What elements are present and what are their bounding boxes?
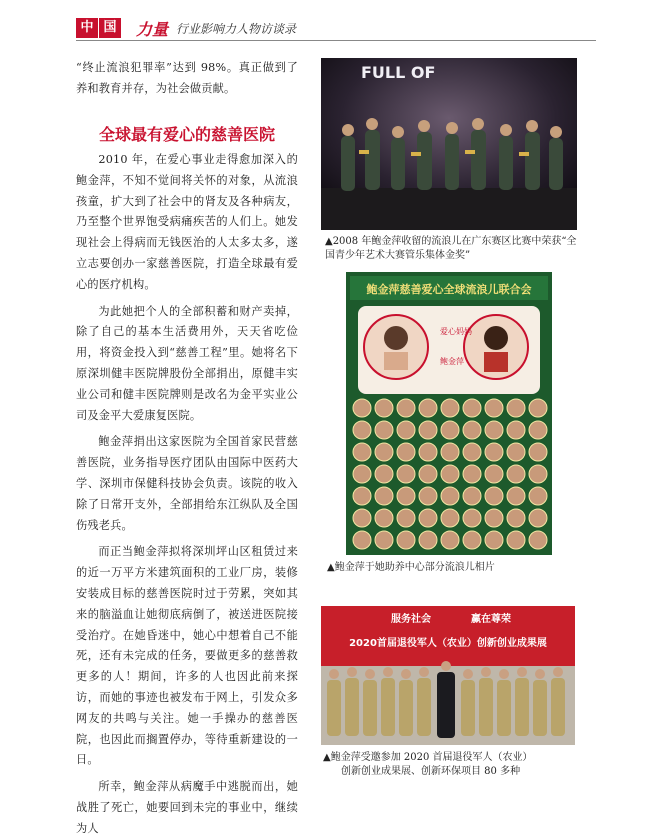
veterans-exhibition-image <box>321 606 575 745</box>
page-header <box>76 18 596 40</box>
caption-photo-3-line1: ▲鲍金萍受邀参加 2020 首届退役军人（农业） <box>323 752 533 763</box>
paragraph-5: 所幸，鲍金萍从病魔手中逃脱而出，她战胜了死亡，她要回到未完的事业中，继续为人 <box>76 780 298 835</box>
header-china-badge-2 <box>98 18 121 38</box>
header-china-badge <box>76 18 98 38</box>
band-performance-image <box>321 58 577 230</box>
banner-top-right: 赢在尊荣 <box>471 614 511 625</box>
children-poster-image <box>346 272 552 555</box>
caption-photo-2: ▲鲍金萍于她助养中心部分流浪儿相片 <box>327 562 495 573</box>
paragraph-0: “终止流浪犯罪率”达到 98%。真正做到了养和教育并存，为社会做贡献。 <box>76 61 298 95</box>
poster-title: 鲍金萍慈善爱心全球流浪儿联合会 <box>366 283 532 296</box>
children-photo-grid <box>353 399 547 549</box>
caption-photo-3 <box>323 751 579 779</box>
header-china-char1: 中 <box>80 20 94 35</box>
caption-photo-3-line2: 创新创业成果展、创新环保项目 80 多种 <box>341 766 521 777</box>
photo-veterans-exhibition <box>321 606 575 745</box>
section-title: 全球最有爱心的慈善医院 <box>98 125 275 144</box>
paragraph-1: 2010 年，在爱心事业走得愈加深入的鲍金萍，不知不觉间将关怀的对象，从流浪孩童，扩大到了社会中的肾友及各种病友，乃至整个世界饱受病痛疾苦的人们上。她发现社会上得病而无钱医治的人太多太多，遂立志要创办一家慈善医院，打造全球最有爱心的医疗机构。 <box>76 153 298 291</box>
paragraph-2: 为此她把个人的全部积蓄和财产卖掉，除了自己的基本生活费用外，天天省吃俭用，将资金投入到“慈善工程”里。她将名下原深圳健丰医院牌股份全部捐出，原健丰实业公司和健丰医院牌则是改名为金平实业公司及金平大爱康复医院。 <box>76 304 298 422</box>
banner-main-text: 2020首届退役军人（农业）创新创业成果展 <box>349 638 547 649</box>
header-divider <box>76 40 596 41</box>
paragraph-intro <box>76 58 298 100</box>
photo-children-poster <box>346 272 552 555</box>
header-power-title: 力量 <box>136 20 169 39</box>
body-text-column <box>76 150 298 840</box>
header-subtitle: 行业影响力人物访谈录 <box>176 22 297 36</box>
photo-band-performance <box>321 58 577 230</box>
caption-photo-1: ▲2008 年鲍金萍收留的流浪儿在广东赛区比赛中荣获“全国青少年艺术大赛管乐集体金奖” <box>325 236 577 261</box>
paragraph-3: 鲍金萍捐出这家医院为全国首家民营慈善医院，业务指导医疗团队由国际中医药大学、深圳市保健科技协会负责。该院的收入除了日常开支外，全部捐给东江纵队及全国伤残老兵。 <box>76 435 298 532</box>
banner-top-left: 服务社会 <box>391 614 431 625</box>
paragraph-4: 而正当鲍金萍拟将深圳坪山区租赁过来的近一万平方米建筑面积的工业厂房，装修安装成目标的慈善医院时过于劳累，突如其来的脑溢血让她彻底病倒了，被送进医院接受治疗。在她昏迷中，她心中想着自己不能死，还有未完成的任务，要做更多的慈善救更多的人！期间，许多的人也因此前来探访，而她的事迹也被发布于网上，引发众多网友的共鸣与关注。她一手操办的慈善医院，也因此而搁置停办，等待重新建设的一日。 <box>76 545 298 767</box>
poster-side-right: 鲍金萍 <box>440 357 464 366</box>
poster-side-left: 爱心妈妈 <box>440 327 472 336</box>
header-china-char2: 国 <box>103 20 117 35</box>
stage-banner-text: FULL OF <box>361 63 436 82</box>
